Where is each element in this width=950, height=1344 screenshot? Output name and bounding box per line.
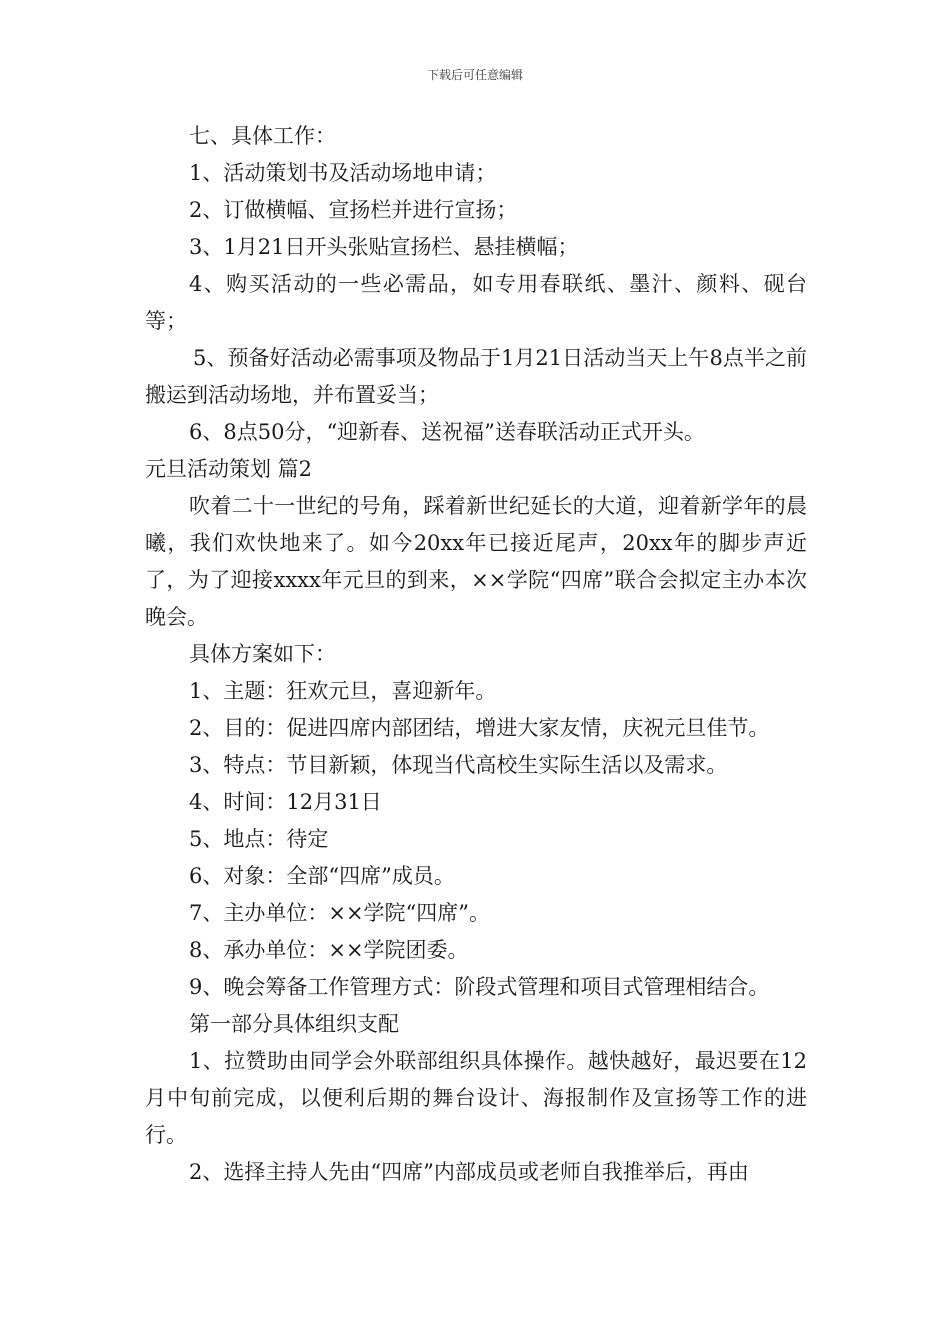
work-item-1: 1、活动策划书及活动场地申请； [189,161,497,185]
part-one-heading: 第一部分具体组织支配 [189,1012,399,1036]
page-header-note: 下载后可任意编辑 [426,68,523,82]
plan-item-organizer: 8、承办单位：××学院团委。 [189,938,469,962]
plan-item-management: 9、晚会筹备工作管理方式：阶段式管理和项目式管理相结合。 [189,975,770,999]
plan-item-audience: 6、对象：全部“四席”成员。 [189,864,455,888]
plan-item-location: 5、地点：待定 [189,827,329,851]
plan-heading: 具体方案如下： [189,642,336,666]
work-item-2: 2、订做横幅、宣扬栏并进行宣扬； [189,198,518,222]
section-title-plan-2: 元旦活动策划 篇2 [145,457,313,481]
plan-item-host: 7、主办单位：××学院“四席”。 [189,901,491,925]
part-one-item-1: 1、拉赞助由同学会外联部组织具体操作。越快越好，最迟要在12月中旬前完成，以便利后期的舞台设计、海报制作及宣扬等工作的进行。 [145,1049,807,1147]
work-item-4: 4、购买活动的一些必需品，如专用春联纸、墨汁、颜料、砚台等； [145,272,807,333]
plan-item-purpose: 2、目的：促进四席内部团结，增进大家友情，庆祝元旦佳节。 [189,716,770,740]
intro-paragraph: 吹着二十一世纪的号角，踩着新世纪延长的大道，迎着新学年的晨曦，我们欢快地来了。如今20xx年已接近尾声，20xx年的脚步声近了，为了迎接xxxx年元旦的到来，××学院“四席”联合会拟定主办本次晚会。 [145,494,807,629]
work-item-6: 6、8点50分，“迎新春、送祝福”送春联活动正式开头。 [189,420,705,444]
section-heading-specific-work: 七、具体工作： [189,124,336,148]
part-one-item-2: 2、选择主持人先由“四席”内部成员或老师自我推举后，再由 [189,1160,749,1184]
work-item-5: 5、预备好活动必需事项及物品于1月21日活动当天上午8点半之前搬运到活动场地，并布置妥当； [145,346,807,407]
work-item-3: 3、1月21日开头张贴宣扬栏、悬挂横幅； [189,235,579,259]
plan-item-time: 4、时间：12月31日 [189,790,382,814]
plan-item-features: 3、特点：节目新颖，体现当代高校生实际生活以及需求。 [189,753,728,777]
document-body [145,118,807,1191]
plan-item-theme: 1、主题：狂欢元旦，喜迎新年。 [189,679,497,703]
